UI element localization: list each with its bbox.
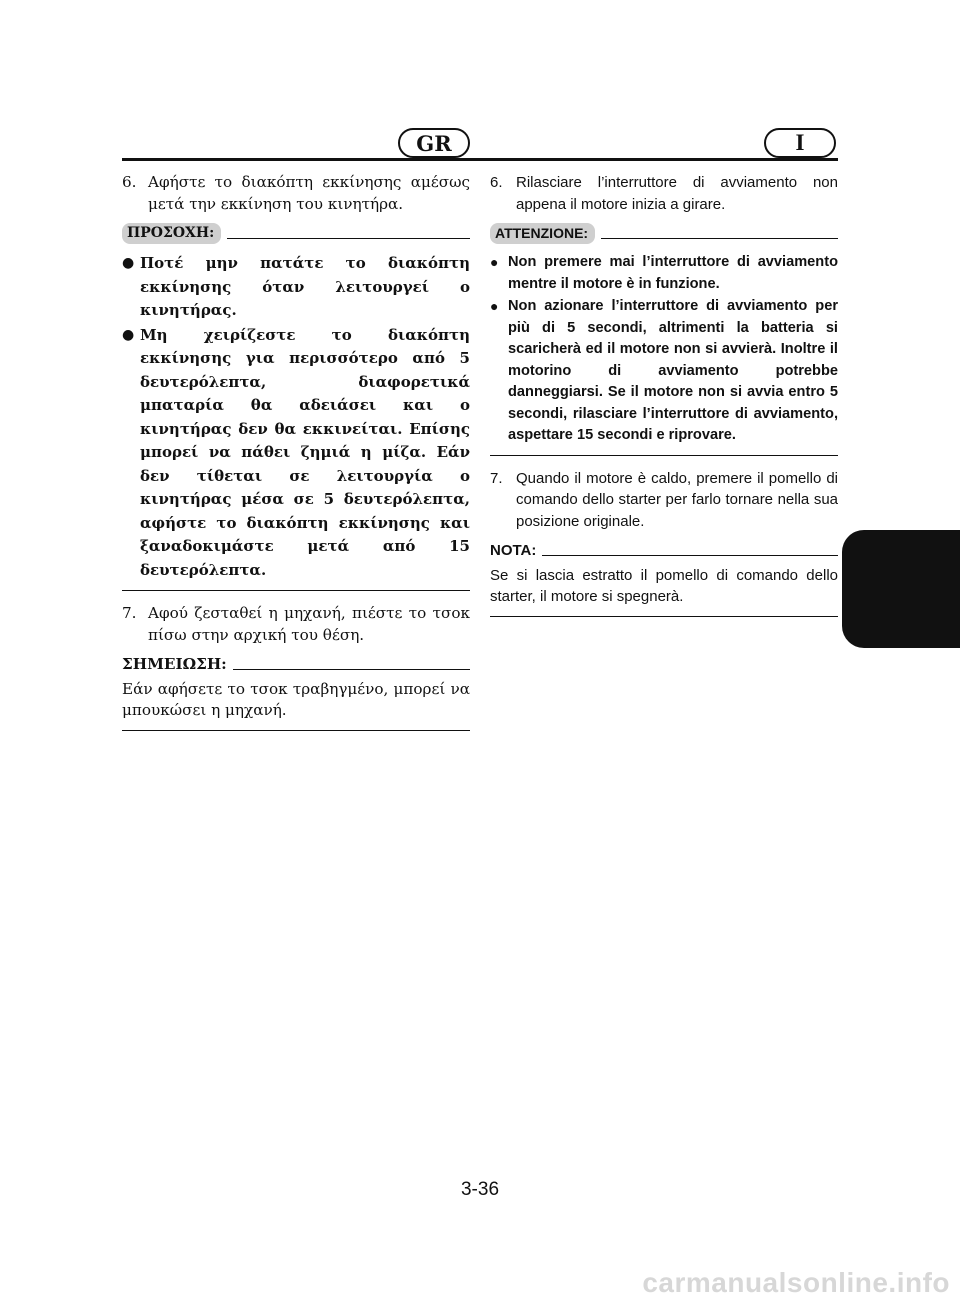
step-text: Αφού ζεσταθεί η μηχανή, πιέστε το τσοκ πίσω στην αρχική του θέση. xyxy=(148,604,470,644)
chapter-side-tab xyxy=(842,530,960,648)
bullet-icon: ● xyxy=(490,254,499,270)
caution-label: ΠΡΟΣΟΧΗ: xyxy=(122,223,221,244)
note-rule xyxy=(233,669,470,670)
italian-caution-bullet xyxy=(490,296,838,447)
bullet-text: Ποτέ μην πατάτε το διακόπτη εκκίνησης όταν λειτουργεί ο κινητήρας. xyxy=(140,254,470,319)
bullet-text: Non premere mai l’interruttore di avviamento mentre il motore è in funzione. xyxy=(508,254,838,292)
greek-caution-bullet xyxy=(122,252,470,323)
watermark: carmanualsonline.info xyxy=(642,1267,950,1298)
italian-caution-bullet xyxy=(490,252,838,295)
greek-note-header xyxy=(122,654,470,676)
greek-step-7 xyxy=(122,603,470,646)
note-rule xyxy=(542,555,838,556)
note-end-rule xyxy=(122,730,470,731)
greek-caution-bullet xyxy=(122,324,470,583)
note-end-rule xyxy=(490,616,838,617)
bullet-text: Non azionare l’interruttore di avviamento per più di 5 secondi, altrimenti la batteria si scaricherà ed il motore non si avvierà. Inoltre il motorino di avviamento potrebbe danneggiarsi. Se il motore non si avvia entro 5 secondi, rilasciare l’interruttore di avviamento, aspettare 15 secondi e riprovare. xyxy=(508,298,838,443)
bullet-icon: ● xyxy=(122,326,135,343)
italian-column xyxy=(490,172,838,629)
italian-note-text: Se si lascia estratto il pomello di comando dello starter, il motore si spegnerà. xyxy=(490,566,838,605)
header-rule xyxy=(122,158,838,161)
caution-end-rule xyxy=(122,590,470,591)
step-number: 7. xyxy=(490,469,503,487)
caution-label: ATTENZIONE: xyxy=(490,223,595,244)
caution-end-rule xyxy=(490,455,838,456)
step-number: 7. xyxy=(122,604,137,622)
italian-caution-header xyxy=(490,223,838,244)
italian-step-7 xyxy=(490,468,838,533)
caution-rule xyxy=(227,238,470,239)
greek-column xyxy=(122,172,470,743)
bullet-text: Μη χειρίζεστε το διακόπτη εκκίνησης για περισσότερο από 5 δευτερόλεπτα, διαφορετικά μπαταρία θα αδειάσει και ο κινητήρας δεν θα εκκινείται. Επίσης μπορεί να πάθει ζημιά η μίζα. Εάν δεν τίθεται σε λειτουργία ο κινητήρας μέσα σε 5 δευτερόλεπτα, αφήστε το διακόπτη εκκίνησης και ξαναδοκιμάστε μετά από 15 δευτερόλεπτα. xyxy=(140,325,470,579)
italian-note-header xyxy=(490,540,838,562)
bullet-icon: ● xyxy=(122,255,135,271)
caution-rule xyxy=(601,238,838,239)
italian-step-6 xyxy=(490,172,838,215)
bullet-icon: ● xyxy=(490,298,499,314)
step-text: Quando il motore è caldo, premere il pomello di comando dello starter per farlo tornare nella sua posizione originale. xyxy=(516,469,838,530)
greek-caution-header xyxy=(122,223,470,244)
step-text: Αφήστε το διακόπτη εκκίνησης αμέσως μετά την εκκίνηση του κινητήρα. xyxy=(148,173,470,213)
step-number: 6. xyxy=(122,173,137,191)
language-badge-italian: I xyxy=(764,128,836,158)
greek-step-6 xyxy=(122,172,470,215)
greek-note-text: Εάν αφήσετε το τσοκ τραβηγμένο, μπορεί να μπουκώσει η μηχανή. xyxy=(122,679,470,719)
step-number: 6. xyxy=(490,174,503,191)
note-label: NOTA: xyxy=(490,542,537,559)
step-text: Rilasciare l’interruttore di avviamento non appena il motore inizia a girare. xyxy=(516,174,838,213)
language-badge-greek: GR xyxy=(398,128,470,158)
note-label: ΣΗΜΕΙΩΣΗ: xyxy=(122,655,227,673)
page-number: 3-36 xyxy=(460,1179,500,1200)
